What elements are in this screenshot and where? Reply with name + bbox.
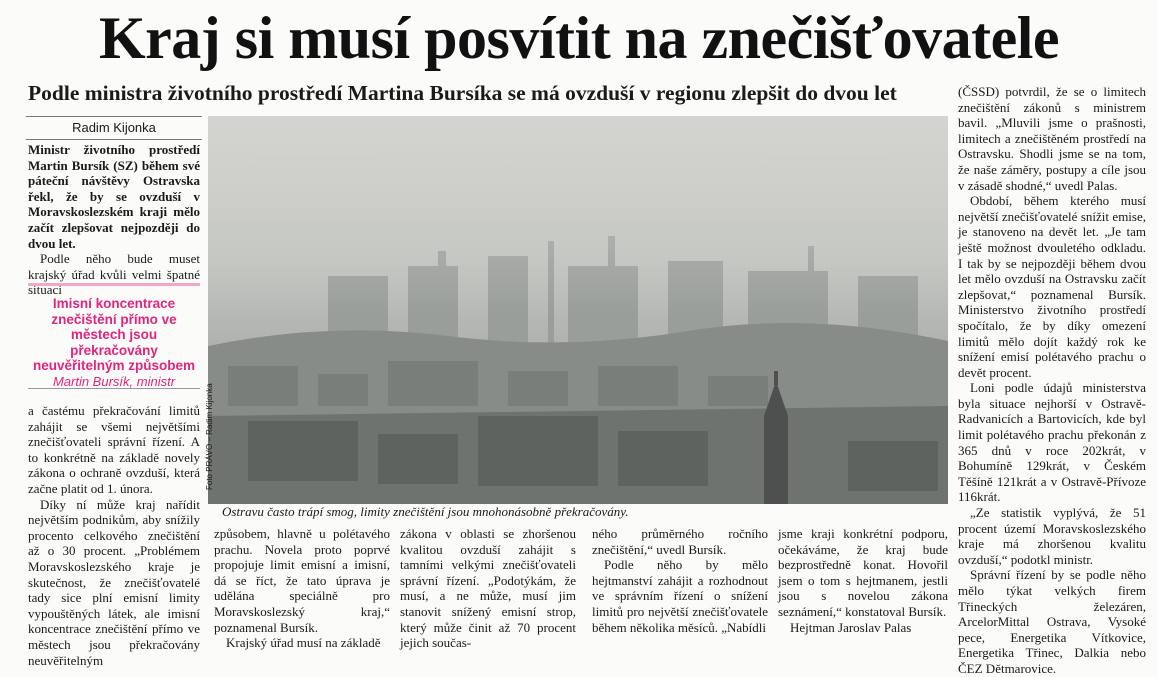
column-1-bottom	[28, 403, 200, 668]
article-photo	[208, 116, 948, 504]
paragraph: Období, během kterého musí největší znečišťovatelé snížit emise, je stanoveno na devět let. „Je tam ještě možnost dvouletého odkladu. I tak by se nejpozději během dvou let mělo ovzduší na Ostravsku začít zlepšovat,“ poznamenal Bursík. Ministerstvo životního prostředí spočítalo, že by díky omezení limitů mělo dojít každý rok ke snížení emisí polétavého prachu o devět procent.	[958, 193, 1146, 380]
pull-quote-attribution: Martin Bursík, ministr	[52, 373, 176, 389]
paragraph: jsme kraji konkrétní podporu, očekáváme, že kraj bude bezprostředně konat. Hovořil jsem o tom s hejtmanem, jestli jsou s novelou zákona seznámení,“ konstatoval Bursík.	[778, 526, 948, 619]
author-byline: Radim Kijonka	[26, 116, 202, 140]
paragraph: Podle něho by mělo hejtmanství zahájit a rozhodnout ve správním řízení o snížení limitů pro největší znečišťovatele během několika měsíců. „Nabídli	[592, 557, 768, 635]
column-5	[778, 526, 948, 635]
paragraph: Loni podle údajů ministerstva byla situace nejhorší v Ostravě-Radvanicích a Bartovicích, kde byl limit polétavého prachu překonán z 365 dnů v roce 202krát, v Bohumíně 129krát, v Českém Těšíně 121krát a v Ostravě-Přívoze 116krát.	[958, 380, 1146, 505]
column-2	[214, 526, 390, 651]
column-4	[592, 526, 768, 635]
paragraph: (ČSSD) potvrdil, že se o limitech znečištění zákonů s ministrem bavil. „Mluvili jsme o prašnosti, limitech a znečištěném prostředí na Ostravsku. Shodli jsme se na tom, že naše záměry, postupy a cíle jsou v zásadě shodné,“ uvedl Palas.	[958, 84, 1146, 193]
headline: Kraj si musí posvítit na znečišťovatele	[98, 5, 1059, 71]
paragraph: Díky ní může kraj nařídit největším podnikům, aby snížily procento celkového znečištění až o 30 procent. „Problémem Moravskoslezského kraje je skutečnost, že znečišťovatelé tady sice plní emisní limity vypouštěných látek, ale imisní koncentrace znečištění přímo ve městech jsou překračovány neuvěřitelným	[28, 496, 200, 668]
paragraph: ného průměrného ročního znečištění,“ uvedl Bursík.	[592, 526, 768, 557]
paragraph: Krajský úřad musí na základě	[226, 635, 381, 651]
column-3	[400, 526, 576, 651]
paragraph: zákona v oblasti se zhoršenou kvalitou ovzduší zahájit s tamními velkými znečišťovateli správní řízení. „Podotýkám, že musí, a ne může, musí jim stanovit snížený emisní strop, který může činit až 70 procent jejich součas-	[400, 526, 576, 651]
paragraph: Správní řízení by se podle něho mělo týkat velkých firem Třineckých železáren, ArcelorMittal Ostrava, Vysoké pece, Energetika Vítkovice, Energetika Třinec, Dalkia nebo ČEZ Dětmarovice.	[958, 567, 1146, 676]
paragraph: a častému překračování limitů zahájit se všemi největšími znečišťovateli správní řízení. A to konkrétně na základě novely zákona o ochraně ovzduší, která začne platit od 1. února.	[28, 403, 200, 496]
lead-paragraph: Ministr životního prostředí Martin Bursík (SZ) během své páteční návštěvy Ostravska řekl, že by se ovzduší v Moravskoslezském kraji mělo začít zlepšovat nejpozději do dvou let.	[28, 142, 200, 251]
paragraph: Podle něho bude muset krajský úřad kvůli velmi špatné situaci	[28, 251, 200, 298]
column-1-top	[28, 142, 200, 298]
pull-quote-text: Imisní koncentrace znečištění přímo ve městech jsou překračovány neuvěřitelným způsobem	[32, 296, 196, 373]
column-6	[958, 84, 1146, 677]
subheadline: Podle ministra životního prostředí Martina Bursíka se má ovzduší v regionu zlepšit do dvou let	[28, 81, 897, 105]
photo-caption: Ostravu často trápí smog, limity znečištění jsou mnohonásobně překračovány.	[222, 504, 629, 519]
pull-quote	[28, 283, 200, 389]
photo-credit: Foto PRÁVO – Radim Kijonka	[205, 383, 214, 490]
paragraph: způsobem, hlavně u polétavého prachu. Novela proto poprvé propojuje limit emisní a imisní, dá se říct, že tato úprava je udělána speciálně pro Moravskoslezský kraj,“ poznamenal Bursík.	[214, 526, 390, 635]
smog-cityscape-image	[208, 116, 948, 504]
paragraph: Hejtman Jaroslav Palas	[790, 619, 912, 635]
paragraph: „Ze statistik vyplývá, že 51 procent území Moravskoslezského kraje má zhoršenou kvalitu ovzduší,“ podotkl ministr.	[958, 505, 1146, 567]
